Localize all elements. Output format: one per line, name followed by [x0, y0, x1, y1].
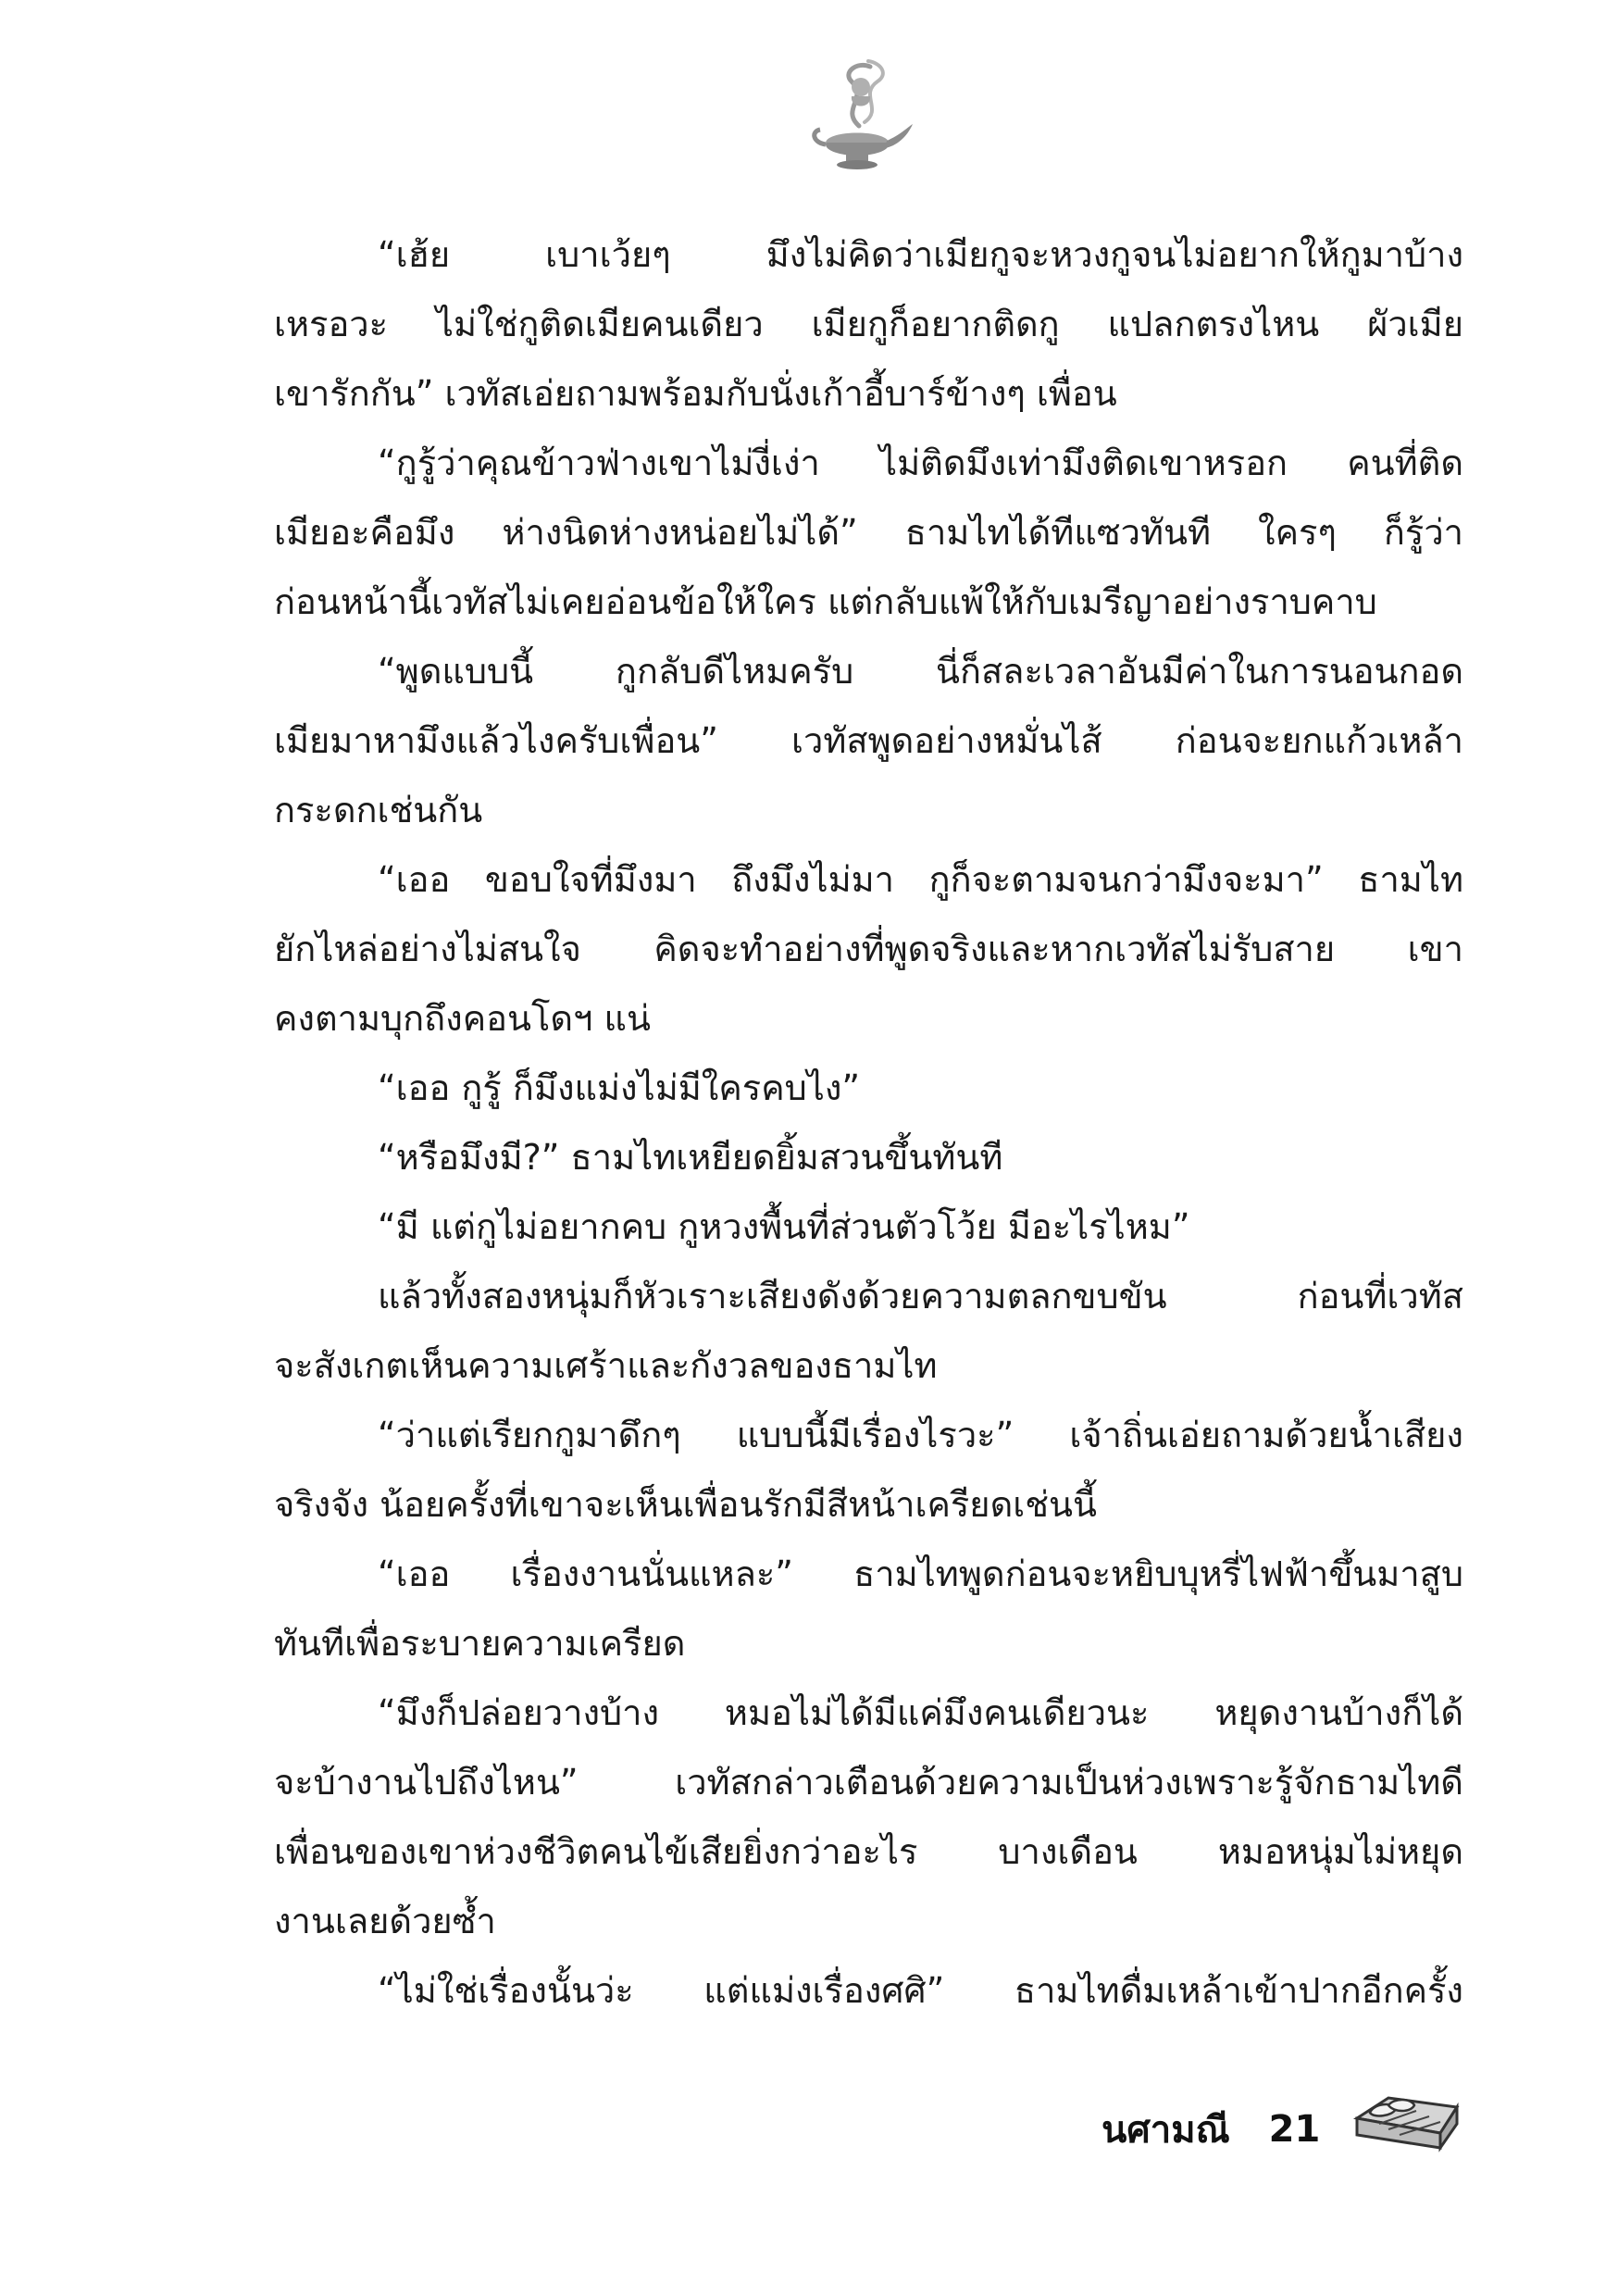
text-line: กระดกเช่นกัน: [274, 790, 483, 830]
genie-lamp-icon: [803, 54, 915, 174]
text-line: เมียมาหามึงแล้วไงครับเพื่อน” เวทัสพูดอย่างหมั่นไส้ ก่อนจะยกแก้วเหล้า: [274, 720, 1463, 761]
text-line: เพื่อนของเขาห่วงชีวิตคนไข้เสียยิ่งกว่าอะไร บางเดือน หมอหนุ่มไม่หยุด: [274, 1831, 1463, 1872]
text-line: ก่อนหน้านี้เวทัสไม่เคยอ่อนข้อให้ใคร แต่กลับแพ้ให้กับเมรีญาอย่างราบคาบ: [274, 581, 1377, 622]
text-line: “กูรู้ว่าคุณข้าวฟ่างเขาไม่งี่เง่า ไม่ติดมึงเท่ามึงติดเขาหรอก คนที่ติด: [378, 443, 1463, 483]
text-line: “เออ ขอบใจที่มึงมา ถึงมึงไม่มา กูก็จะตามจนกว่ามึงจะมา” ธามไท: [378, 859, 1463, 900]
text-line: “มึงก็ปล่อยวางบ้าง หมอไม่ได้มีแค่มึงคนเดียวนะ หยุดงานบ้างก็ได้: [378, 1692, 1463, 1733]
body-text: [274, 220, 1463, 2072]
text-line: คงตามบุกถึงคอนโดฯ แน่: [274, 998, 651, 1039]
text-line: “หรือมึงมี?” ธามไทเหยียดยิ้มสวนขึ้นทันที: [378, 1137, 1003, 1178]
bed-icon: [1351, 2081, 1462, 2155]
text-line: ทันทีเพื่อระบายความเครียด: [274, 1623, 686, 1664]
text-line: เหรอวะ ไม่ใช่กูติดเมียคนเดียว เมียกูก็อยากติดกู แปลกตรงไหน ผัวเมีย: [274, 304, 1463, 344]
text-line: “เฮ้ย เบาเว้ยๆ มึงไม่คิดว่าเมียกูจะหวงกูจนไม่อยากให้กูมาบ้าง: [378, 234, 1463, 275]
text-line: งานเลยด้วยซ้ำ: [274, 1901, 496, 1941]
text-line: เขารักกัน” เวทัสเอ่ยถามพร้อมกับนั่งเก้าอี้บาร์ข้างๆ เพื่อน: [274, 373, 1117, 414]
page-footer: [1101, 2102, 1320, 2157]
text-line: “มี แต่กูไม่อยากคบ กูหวงพื้นที่ส่วนตัวโว้ย มีอะไรไหม”: [378, 1206, 1190, 1247]
text-line: “เออ เรื่องงานนั่นแหละ” ธามไทพูดก่อนจะหยิบบุหรี่ไฟฟ้าขึ้นมาสูบ: [378, 1554, 1463, 1594]
text-line: “ว่าแต่เรียกกูมาดึกๆ แบบนี้มีเรื่องไรวะ” เจ้าถิ่นเอ่ยถามด้วยน้ำเสียง: [378, 1415, 1463, 1455]
text-line: “ไม่ใช่เรื่องนั้นว่ะ แต่แม่งเรื่องศศิ” ธามไทดื่มเหล้าเข้าปากอีกครั้ง: [378, 1970, 1463, 2011]
text-line: จะบ้างานไปถึงไหน” เวทัสกล่าวเตือนด้วยความเป็นห่วงเพราะรู้จักธามไทดี: [274, 1762, 1463, 1803]
text-line: จะสังเกตเห็นความเศร้าและกังวลของธามไท: [274, 1345, 938, 1386]
text-line: แล้วทั้งสองหนุ่มก็หัวเราะเสียงดังด้วยความตลกขบขัน ก่อนที่เวทัส: [378, 1276, 1463, 1316]
text-line: “เออ กูรู้ ก็มึงแม่งไม่มีใครคบไง”: [378, 1067, 861, 1108]
page-number: 21: [1268, 2108, 1321, 2151]
text-line: “พูดแบบนี้ กูกลับดีไหมครับ นี่ก็สละเวลาอันมีค่าในการนอนกอด: [378, 651, 1463, 692]
text-line: จริงจัง น้อยครั้งที่เขาจะเห็นเพื่อนรักมีสีหน้าเครียดเช่นนี้: [274, 1484, 1097, 1525]
text-line: ยักไหล่อย่างไม่สนใจ คิดจะทำอย่างที่พูดจริงและหากเวทัสไม่รับสาย เขา: [274, 929, 1463, 969]
text-line: เมียอะคือมึง ห่างนิดห่างหน่อยไม่ได้” ธามไทได้ทีแซวทันที ใครๆ ก็รู้ว่า: [274, 512, 1463, 553]
author-name: นศามณี: [1101, 2109, 1230, 2152]
